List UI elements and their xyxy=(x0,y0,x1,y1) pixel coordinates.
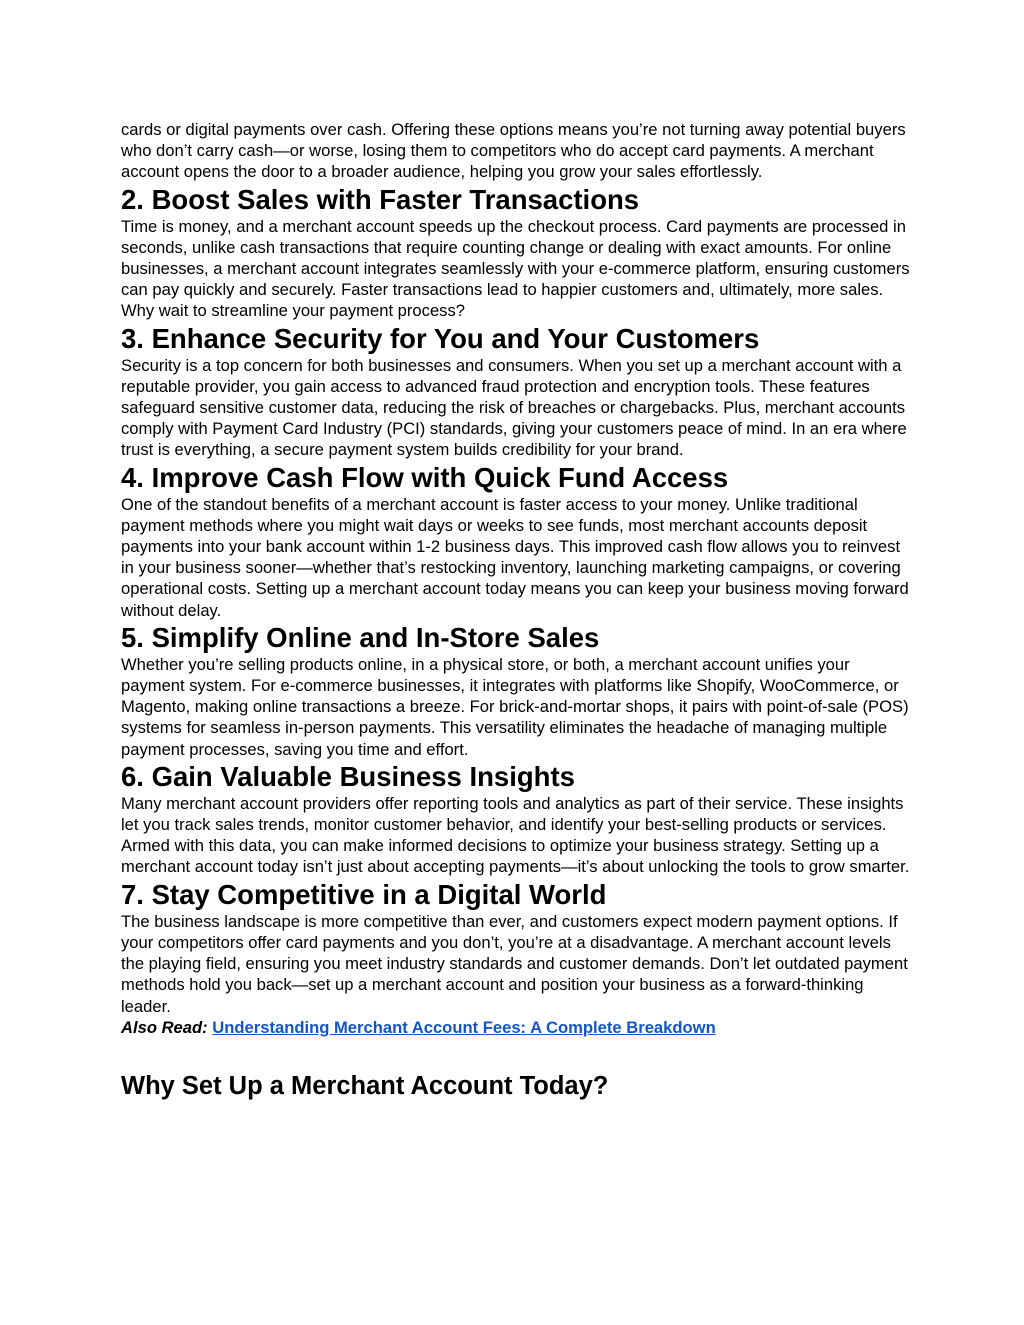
also-read-line xyxy=(121,1017,911,1038)
section-heading: 2. Boost Sales with Faster Transactions xyxy=(121,183,640,215)
also-read-label: Also Read: xyxy=(121,1017,208,1037)
section-paragraph: The business landscape is more competitive than ever, and customers expect modern payment options. If your competitors offer card payments and you don’t, you’re at a disadvantage. A merchant account levels the playing field, ensuring you meet industry standards and customer demands. Don’t let outdated payment methods hold you back—set up a merchant account and position your business as a forward-thinking leader. xyxy=(121,911,908,1016)
section-heading: 5. Simplify Online and In-Store Sales xyxy=(121,621,600,653)
section-heading: 3. Enhance Security for You and Your Customers xyxy=(121,322,760,354)
section-heading: 7. Stay Competitive in a Digital World xyxy=(121,878,607,910)
section-paragraph: Time is money, and a merchant account speeds up the checkout process. Card payments are processed in seconds, unlike cash transactions that require counting change or dealing with exact amounts. For online businesses, a merchant account integrates seamlessly with your e-commerce platform, ensuring customers can pay quickly and securely. Faster transactions lead to happier customers and, ultimately, more sales. Why wait to streamline your payment process? xyxy=(121,216,910,321)
document-page xyxy=(121,119,911,1102)
section-paragraph: Security is a top concern for both businesses and consumers. When you set up a merchant account with a reputable provider, you gain access to advanced fraud protection and encryption tools. These features safeguard sensitive customer data, reducing the risk of breaches or chargebacks. Plus, merchant accounts comply with Payment Card Industry (PCI) standards, giving your customers peace of mind. In an era where trust is everything, a secure payment system builds credibility for your brand. xyxy=(121,355,907,460)
section-heading: 6. Gain Valuable Business Insights xyxy=(121,760,575,792)
section-paragraph: One of the standout benefits of a merchant account is faster access to your money. Unlike traditional payment methods where you might wait days or weeks to see funds, most merchant accounts deposit payments into your bank account within 1-2 business days. This improved cash flow allows you to reinvest in your business sooner—whether that’s restocking inventory, launching marketing campaigns, or covering operational costs. Setting up a merchant account today means you can keep your business moving forward without delay. xyxy=(121,494,909,620)
intro-paragraph: cards or digital payments over cash. Offering these options means you’re not turning away potential buyers who don’t carry cash—or worse, losing them to competitors who do accept card payments. A merchant account opens the door to a broader audience, helping you grow your sales effortlessly. xyxy=(121,120,906,182)
section-heading: 4. Improve Cash Flow with Quick Fund Access xyxy=(121,461,729,493)
also-read-link[interactable]: Understanding Merchant Account Fees: A Complete Breakdown xyxy=(212,1017,716,1037)
closing-heading: Why Set Up a Merchant Account Today? xyxy=(121,1071,609,1100)
section-paragraph: Whether you’re selling products online, in a physical store, or both, a merchant account unifies your payment system. For e-commerce businesses, it integrates with platforms like Shopify, WooCommerce, or Magento, making online transactions a breeze. For brick-and-mortar shops, it pairs with point-of-sale (POS) systems for seamless in-person payments. This versatility eliminates the headache of managing multiple payment processes, saving you time and effort. xyxy=(121,654,909,759)
section-paragraph: Many merchant account providers offer reporting tools and analytics as part of their service. These insights let you track sales trends, monitor customer behavior, and identify your best-selling products or services. Armed with this data, you can make informed decisions to optimize your business strategy. Setting up a merchant account today isn’t just about accepting payments—it’s about unlocking the tools to grow smarter. xyxy=(121,793,910,877)
